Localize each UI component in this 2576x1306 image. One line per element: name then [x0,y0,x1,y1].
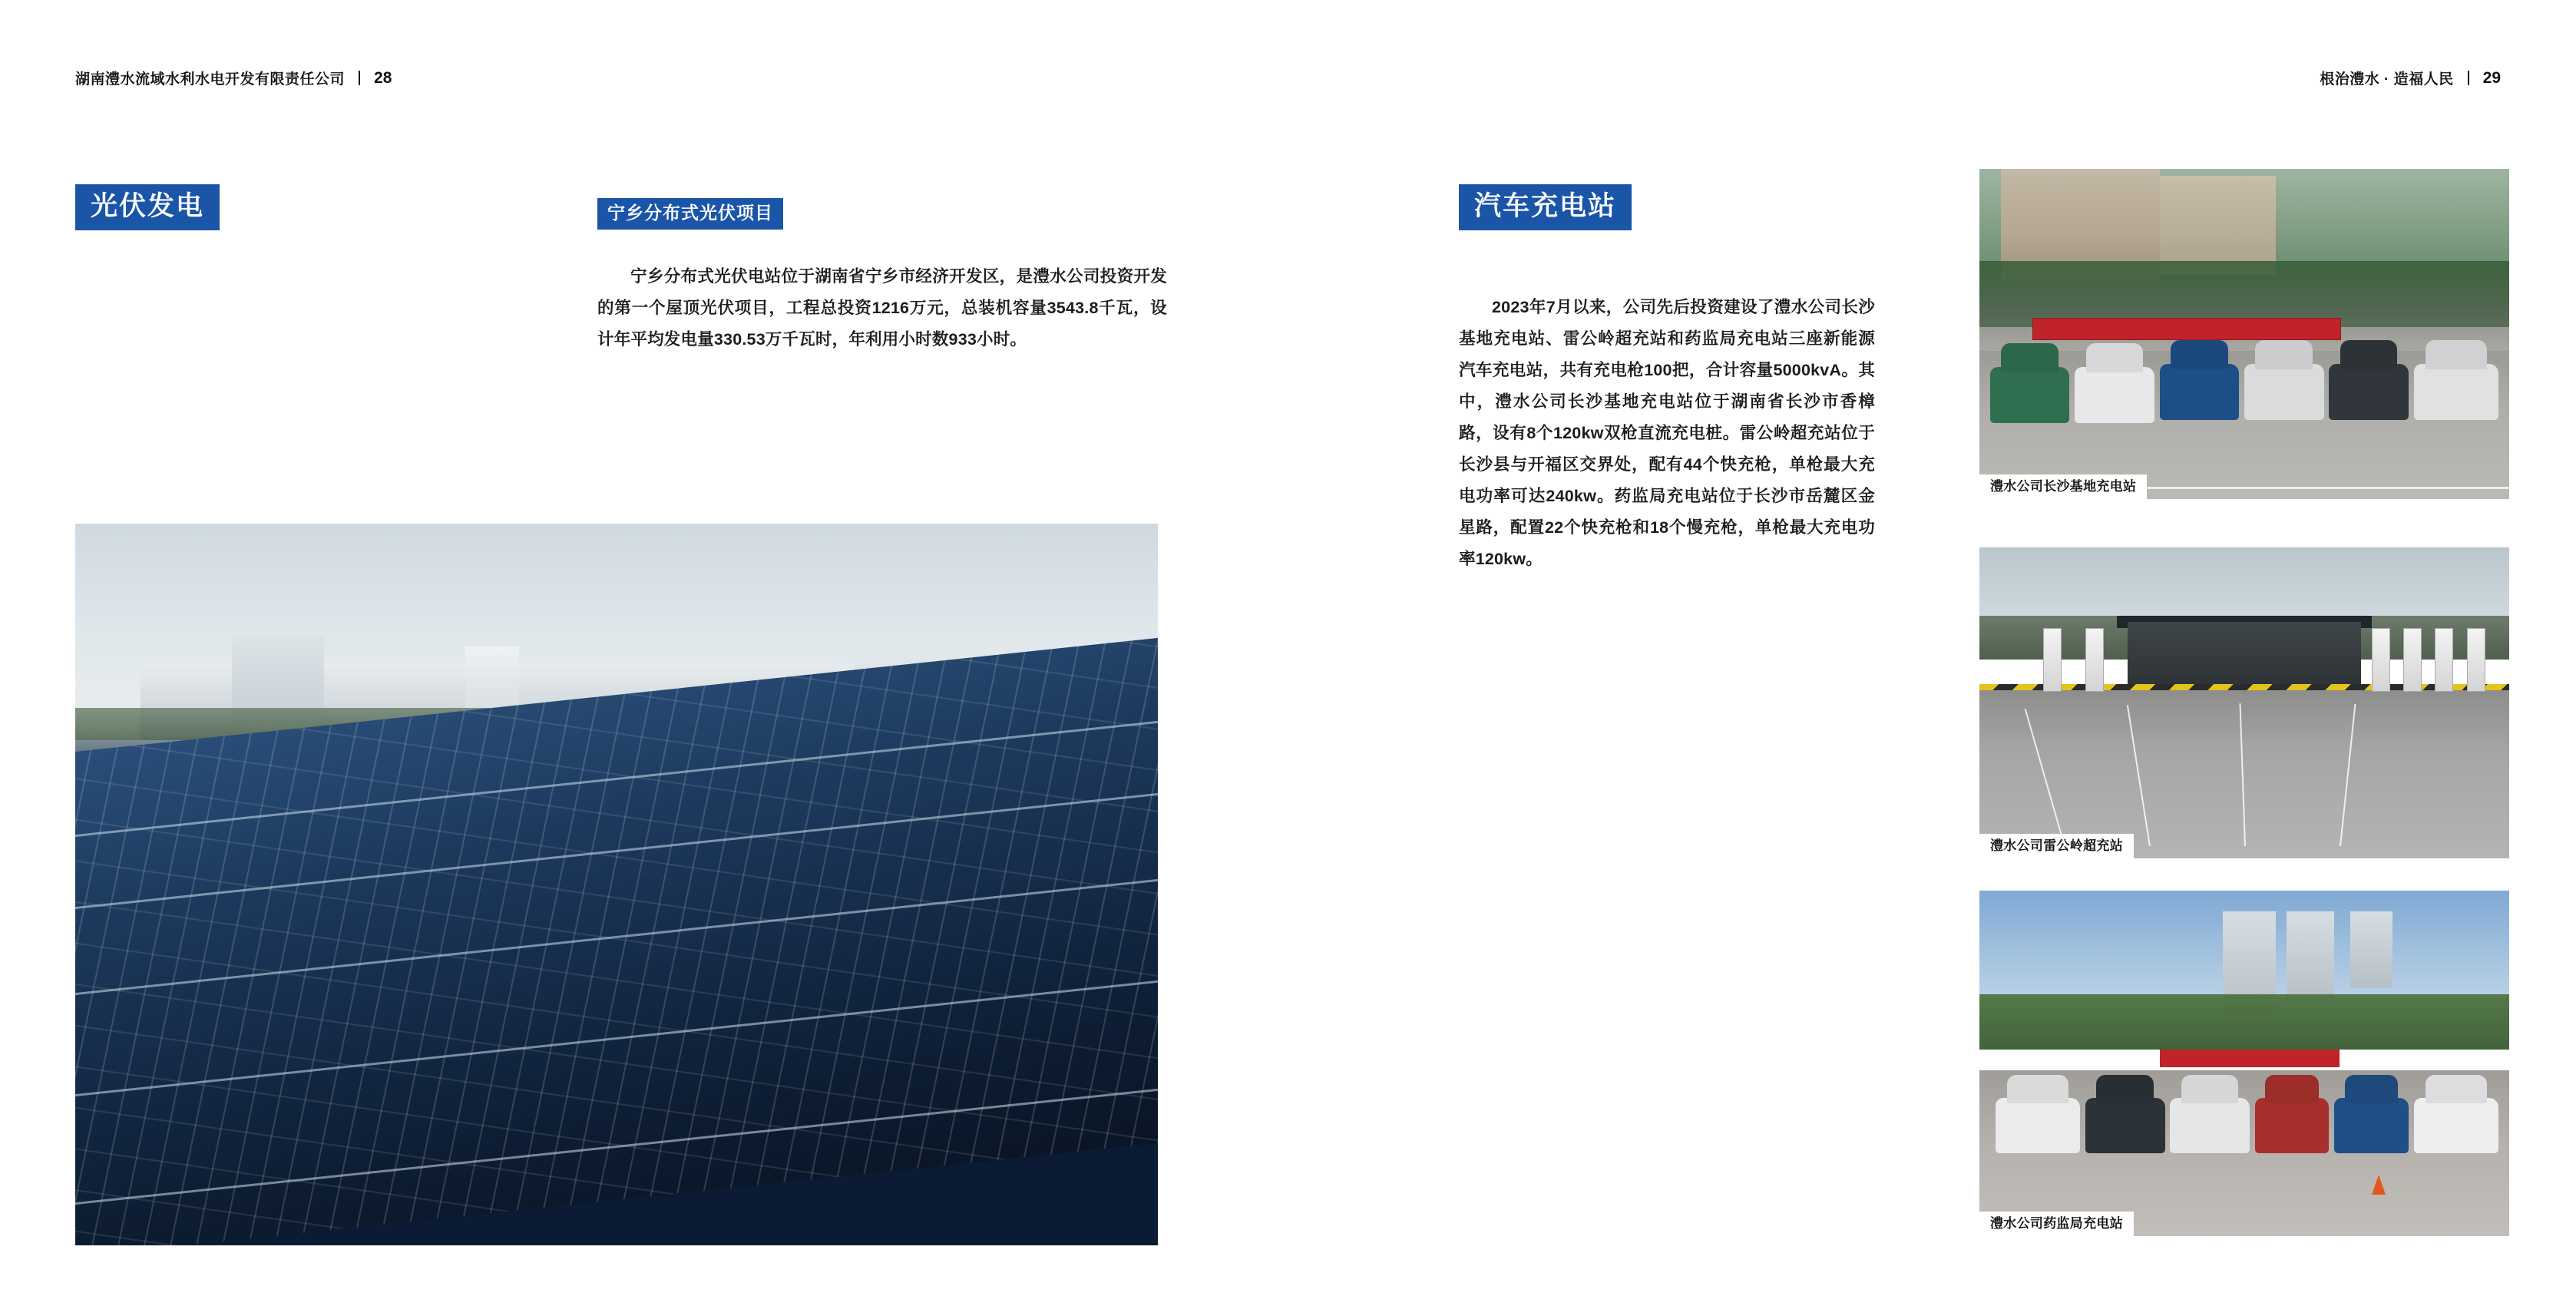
sub-title-ningxiang-project: 宁乡分布式光伏项目 [597,198,783,230]
photo-car [2255,1098,2330,1153]
photo-red-banner [2160,1050,2340,1067]
photo-caption-leigongling: 澧水公司雷公岭超充站 [1979,834,2134,858]
photovoltaic-body-text: 宁乡分布式光伏电站位于湖南省宁乡市经济开发区，是澧水公司投资开发的第一个屋顶光伏项目，工程总投资1216万元，总装机容量3543.8千瓦，设计年平均发电量330.53万千瓦时，年利用小时数933小时。 [597,267,1167,349]
photo-car [2414,364,2498,420]
ev-charging-body-text: 2023年7月以来，公司先后投资建设了澧水公司长沙基地充电站、雷公岭超充站和药监局充电站三座新能源汽车充电站，共有充电枪100把，合计容量5000kvA。其中，澧水公司长沙基地充电站位于湖南省长沙市香樟路，设有8个120kw双枪直流充电桩。雷公岭超充站位于长沙县与开福区交界处，配有44个快充枪，单枪最大充电功率可达240kw。药监局充电站位于长沙市岳麓区金星路，配置22个快充枪和18个慢充枪，单枪最大充电功率120kw。 [1459,298,1875,568]
photo-charging-pile [2043,628,2062,692]
photo-treeline [1979,994,2509,1050]
photo-leigongling-super-station [1979,547,2509,858]
running-head-divider [2468,71,2469,85]
photo-car [2414,1098,2498,1153]
photo-charging-pile [2435,628,2453,692]
photo-high-rise [2287,911,2334,1001]
photo-car [2244,364,2324,420]
photo-residential-building-2 [2160,176,2277,275]
photo-caption-changsha: 澧水公司长沙基地充电站 [1979,474,2147,499]
photo-car [2085,1098,2165,1153]
photo-car [1990,367,2070,423]
photo-car [2170,1098,2250,1153]
section-title-photovoltaic: 光伏发电 [75,184,220,230]
photo-traffic-cone [2372,1175,2386,1195]
running-head-divider [359,71,360,85]
photo-car [1996,1098,2080,1153]
right-running-head-text: 根治澧水 · 造福人民 [2320,71,2454,88]
right-page-number: 29 [2482,68,2501,87]
photo-rooftop-solar-array [75,524,1158,1245]
left-running-head [75,68,392,88]
photo-charging-pile [2467,628,2485,692]
right-running-head [2320,68,2501,88]
photo-caption-yaojianju: 澧水公司药监局充电站 [1979,1212,2134,1236]
left-running-head-text: 湖南澧水流域水利水电开发有限责任公司 [75,71,346,88]
photo-charging-pile [2403,628,2422,692]
photo-high-rise [2350,911,2392,987]
photo-red-banner [2032,318,2341,341]
photo-car [2075,367,2154,423]
photo-charging-pile [2085,628,2104,692]
photo-car [2160,364,2240,420]
photo-charging-pile [2372,628,2390,692]
photo-yaojianju-station [1979,891,2509,1236]
photo-station-canopy [2128,622,2361,690]
photo-car [2334,1098,2409,1153]
left-page-number: 28 [374,68,392,87]
photo-car [2329,364,2409,420]
photo-changsha-base-station [1979,169,2509,499]
section-title-ev-charging: 汽车充电站 [1459,184,1632,230]
